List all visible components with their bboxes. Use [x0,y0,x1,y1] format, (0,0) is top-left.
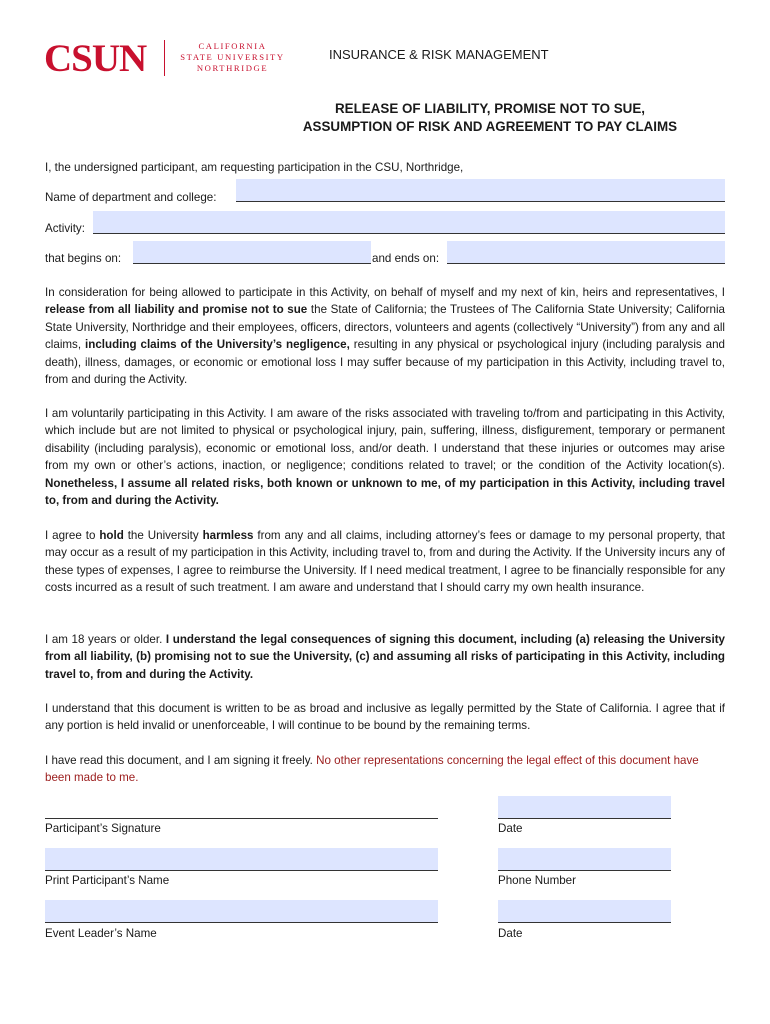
logo-divider [164,40,165,76]
paragraph-text: resulting in any physical or psychological injury (including paralysis and death), illness, damages, or economic or emotional loss I may suffer because of my participation in this Activity, including travel to, from and during the Activity. [45,338,726,387]
age-consequence-paragraph [45,631,725,683]
begins-label: that begins on: [45,252,122,265]
paragraph-text: from any and all claims, including attorney’s fees or damage to my personal property, that may occur as a result of my participation in this Activity, including travel to, from and during the Activity. If the University incurs any of these types of expenses, I agree to reimburse the University. If I need medical treatment, I agree to be financially responsible for any costs incurred as a result of such treatment. I am aware and understand that I should carry my own health insurance. [45,529,725,595]
logo-subtitle [175,41,290,74]
begins-on-field[interactable] [133,241,371,264]
print-name-label: Print Participant’s Name [45,874,170,887]
paragraph-emphasis: release from all liability and promise not to sue [45,303,308,317]
paragraph-emphasis: harmless [202,529,254,542]
csun-logo [44,38,289,80]
scope-paragraph: I understand that this document is written to be as broad and inclusive as legally permitted by the State of California. I agree that if any portion is held invalid or unenforceable, I will continue to be bound by the remaining terms. [45,702,725,733]
date-field-1[interactable] [498,796,671,819]
department-heading: INSURANCE & RISK MANAGEMENT [329,47,549,62]
date-field-2[interactable] [498,900,671,923]
paragraph-emphasis: hold [99,529,124,542]
paragraph-text: I am 18 years or older. [45,633,166,646]
activity-field[interactable] [93,211,725,234]
department-label: Name of department and college: [45,191,217,204]
harmless-paragraph [45,527,725,597]
intro-text: I, the undersigned participant, am requesting participation in the CSU, Northridge, [45,161,464,174]
paragraph-text: I am voluntarily participating in this Activity. I am aware of the risks associated with traveling to/from and participating in this Activity, which include but are not limited to physical or psychological injury, pain, suffering, illness, disfigurement, temporary or permanent disability (including paralysis), economic or emotional loss, and/or death. I understand that these injuries or outcomes may arise from my own or other’s actions, inaction, or negligence; conditions related to travel; or the condition of the Activity location(s). [45,407,725,473]
logo-subtitle-line: CALIFORNIA [198,41,267,51]
phone-field[interactable] [498,848,671,871]
assumption-paragraph [45,405,725,509]
paragraph-text: the University [123,529,203,542]
title-line-2: ASSUMPTION OF RISK AND AGREEMENT TO PAY CLAIMS [302,119,678,134]
event-leader-field[interactable] [45,900,438,923]
paragraph-emphasis: Nonetheless, I assume all related risks, both known or unknown to me, of my participation in this Activity, including travel to, from and during the Activity. [45,476,725,508]
paragraph-emphasis: I understand the legal consequences of signing this document, including (a) releasing the University from all liability, (b) promising not to sue the University, (c) and assuming all risks of participating in this Activity, including travel to, from and during the Activity. [45,633,726,681]
release-paragraph [45,284,725,388]
ends-on-field[interactable] [447,241,725,264]
logo-subtitle-line: NORTHRIDGE [196,63,269,73]
paragraph-emphasis: including claims of the University’s negligence, [85,338,350,352]
phone-label: Phone Number [498,874,576,887]
print-name-field[interactable] [45,848,438,871]
date-label-1: Date [498,822,523,835]
document-title [250,100,730,136]
paragraph-text: In consideration for being allowed to participate in this Activity, on behalf of myself and my next of kin, heirs and representatives, I [45,286,725,299]
event-leader-label: Event Leader’s Name [45,927,157,940]
participant-signature-label: Participant’s Signature [45,822,161,835]
paragraph-red-text: No other representations concerning the legal effect of this document have been made to me. [45,754,699,785]
logo-subtitle-line: STATE UNIVERSITY [180,52,285,62]
logo-wordmark: CSUN [44,37,147,80]
paragraph-text: I agree to [45,529,100,542]
signing-paragraph [45,752,725,787]
department-college-field[interactable] [236,179,725,202]
date-label-2: Date [498,927,523,940]
title-line-1: RELEASE OF LIABILITY, PROMISE NOT TO SUE, [335,101,645,116]
ends-label: and ends on: [372,252,440,265]
participant-signature-line[interactable] [45,817,438,819]
paragraph-text: the State of California; the Trustees of The California State University; California State University, Northridge and their employees, officers, directors, volunteers and agents (collectively “University”) from any and all claims, [45,303,726,352]
activity-label: Activity: [45,222,85,235]
paragraph-text: I have read this document, and I am signing it freely. [45,754,317,767]
